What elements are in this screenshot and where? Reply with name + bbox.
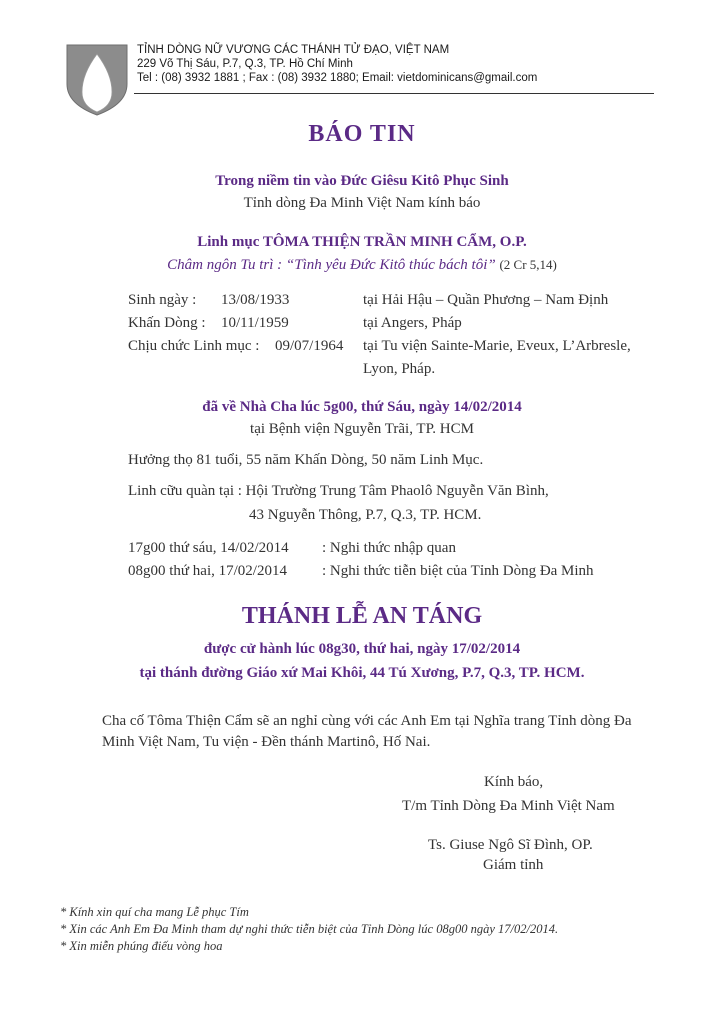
bio-date-vows: 10/11/1959 xyxy=(221,315,289,331)
bio-label-vows: Khấn Dòng : xyxy=(128,315,206,331)
schedule-time-2: 08g00 thứ hai, 17/02/2014 xyxy=(128,563,287,579)
intro-line-1: Trong niềm tin vào Đức Giêsu Kitô Phục Sinh xyxy=(215,173,509,189)
priest-motto xyxy=(0,257,724,274)
letterhead-address: 229 Võ Thị Sáu, P.7, Q.3, TP. Hồ Chí Minh xyxy=(137,58,353,70)
header-divider xyxy=(134,93,654,94)
motto-text: Châm ngôn Tu trì : “Tình yêu Đức Kitô thúc bách tôi” xyxy=(167,257,496,273)
priest-name: Linh mục TÔMA THIỆN TRẦN MINH CẨM, O.P. xyxy=(197,234,527,250)
bio-label-ordination: Chịu chức Linh mục : xyxy=(128,338,260,354)
funeral-line-1: được cử hành lúc 08g30, thứ hai, ngày 17/02/2014 xyxy=(203,641,521,657)
wake-line-1: Linh cữu quàn tại : Hội Trường Trung Tâm Phaolô Nguyễn Văn Bình, xyxy=(128,483,549,499)
signature-on-behalf: T/m Tỉnh Dòng Đa Minh Việt Nam xyxy=(402,798,615,814)
page-title: BÁO TIN xyxy=(308,121,416,147)
signature-greeting: Kính báo, xyxy=(484,774,544,790)
funeral-line-2: tại thánh đường Giáo xứ Mai Khôi, 44 Tú Xương, P.7, Q.3, TP. HCM. xyxy=(139,665,585,681)
dominican-shield-logo xyxy=(66,44,128,116)
note-2: * Xin các Anh Em Đa Minh tham dự nghi thức tiễn biệt của Tỉnh Dòng lúc 08g00 ngày 17/02/2014. xyxy=(60,922,559,936)
bio-date-birth: 13/08/1933 xyxy=(221,292,290,308)
bio-date-ordination: 09/07/1964 xyxy=(275,338,344,354)
schedule-event-2: : Nghi thức tiễn biệt của Tỉnh Dòng Đa Minh xyxy=(322,563,594,579)
letterhead-org: TỈNH DÒNG NỮ VƯƠNG CÁC THÁNH TỬ ĐẠO, VIỆT NAM xyxy=(137,44,450,56)
death-line-1: đã về Nhà Cha lúc 5g00, thứ Sáu, ngày 14/02/2014 xyxy=(202,399,522,415)
schedule-time-1: 17g00 thứ sáu, 14/02/2014 xyxy=(128,540,289,556)
note-3: * Xin miễn phúng điếu vòng hoa xyxy=(60,939,223,953)
intro-line-2: Tỉnh dòng Đa Minh Việt Nam kính báo xyxy=(243,195,481,211)
signature-name: Ts. Giuse Ngô Sĩ Đình, OP. xyxy=(428,837,593,853)
letterhead-contact: Tel : (08) 3932 1881 ; Fax : (08) 3932 1880; Email: vietdominicans@gmail.com xyxy=(137,72,538,84)
motto-reference: (2 Cr 5,14) xyxy=(499,257,557,272)
age-info: Hưởng thọ 81 tuổi, 55 năm Khấn Dòng, 50 năm Linh Mục. xyxy=(128,452,484,468)
burial-paragraph: Cha cố Tôma Thiện Cẩm sẽ an nghỉ cùng với các Anh Em tại Nghĩa trang Tỉnh dòng Đa Minh Việt Nam, Tu viện - Đền thánh Martinô, Hố Nai. xyxy=(102,713,632,750)
wake-line-2: 43 Nguyễn Thông, P.7, Q.3, TP. HCM. xyxy=(249,507,482,523)
bio-label-birth: Sinh ngày : xyxy=(128,292,197,308)
bio-place-birth: tại Hải Hậu – Quần Phương – Nam Định xyxy=(363,292,609,308)
death-line-2: tại Bệnh viện Nguyễn Trãi, TP. HCM xyxy=(250,421,474,437)
bio-place-vows: tại Angers, Pháp xyxy=(363,315,462,331)
signature-role: Giám tỉnh xyxy=(483,857,544,873)
note-1: * Kính xin quí cha mang Lễ phục Tím xyxy=(60,905,249,919)
bio-place-ordination: tại Tu viện Sainte-Marie, Eveux, L’Arbresle, xyxy=(363,338,631,354)
schedule-event-1: : Nghi thức nhập quan xyxy=(322,540,456,556)
bio-place-ordination-2: Lyon, Pháp. xyxy=(363,361,436,377)
funeral-title: THÁNH LỄ AN TÁNG xyxy=(241,603,483,629)
